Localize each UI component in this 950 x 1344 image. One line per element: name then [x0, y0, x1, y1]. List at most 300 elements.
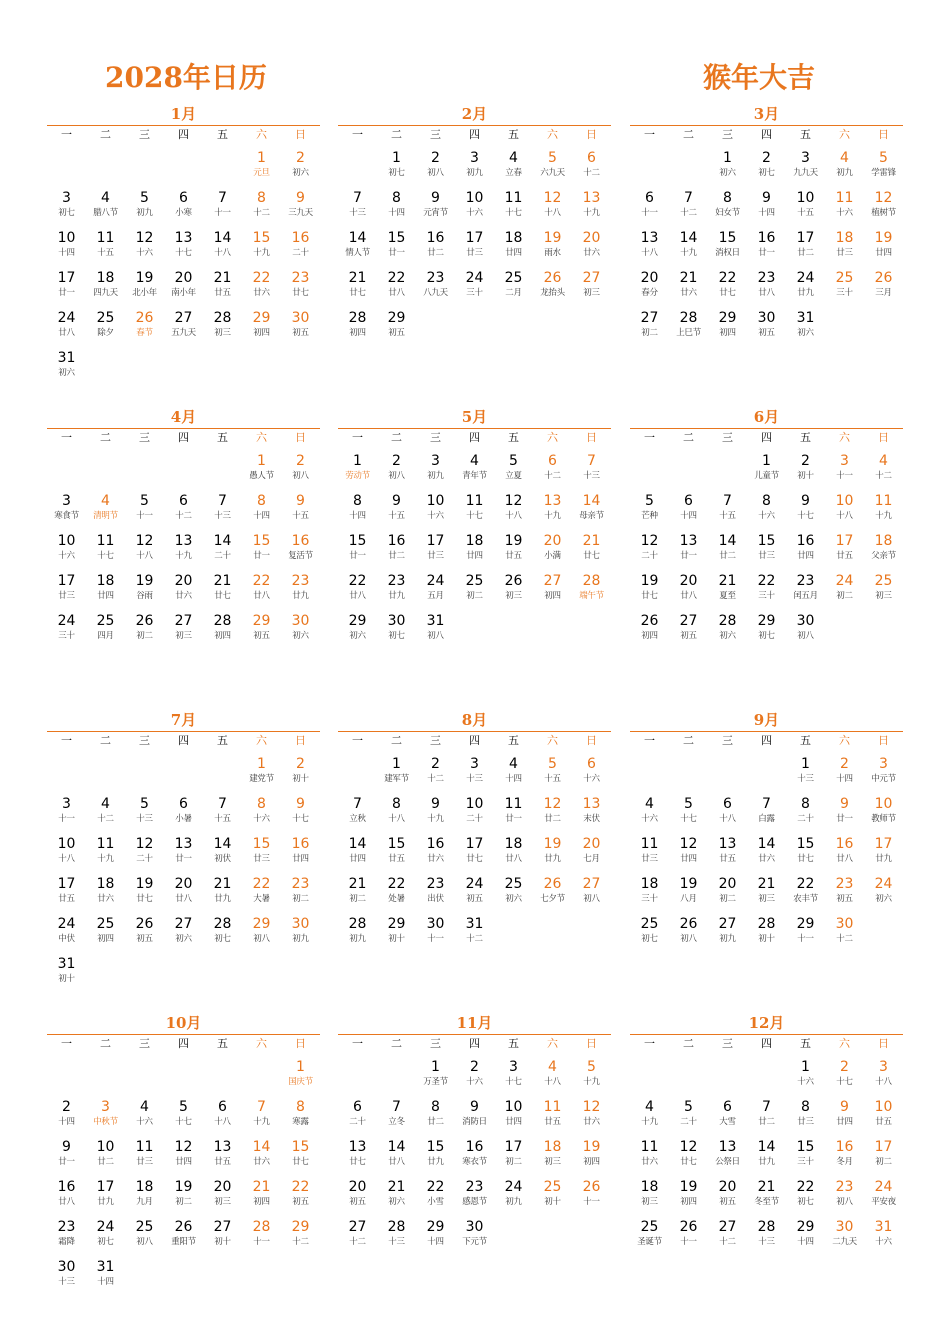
day-number: 17 [465, 230, 484, 246]
day-number: 28 [213, 613, 232, 629]
lunar-label: 廿三 [58, 591, 75, 601]
day-number: 6 [179, 190, 188, 206]
lunar-label: 初六 [388, 1197, 405, 1207]
day-number: 30 [291, 613, 310, 629]
lunar-label: 十六 [136, 1117, 153, 1127]
lunar-label: 初三 [214, 328, 231, 338]
day-number: 12 [543, 190, 562, 206]
lunar-label: 十八 [875, 1077, 892, 1087]
day-number: 20 [718, 1179, 737, 1195]
day-number: 29 [718, 310, 737, 326]
day-number: 9 [762, 190, 771, 206]
lunar-label: 三十 [641, 894, 658, 904]
lunar-label: 廿六 [583, 1117, 600, 1127]
day-number: 18 [465, 533, 484, 549]
weekday-header: 四 [469, 128, 480, 141]
lunar-label: 感恩节 [462, 1197, 487, 1207]
lunar-label: 清明节 [93, 511, 118, 521]
lunar-label: 廿一 [253, 551, 270, 561]
lunar-label: 廿八 [680, 591, 697, 601]
weekday-header: 二 [100, 431, 111, 444]
day-number: 15 [252, 230, 271, 246]
day-number: 8 [257, 796, 266, 812]
day-number: 19 [640, 573, 659, 589]
day-number: 11 [96, 230, 115, 246]
day-number: 10 [426, 493, 445, 509]
day-number: 23 [796, 573, 815, 589]
day-number: 7 [587, 453, 596, 469]
day-number: 30 [57, 1259, 76, 1275]
lunar-label: 初三 [175, 631, 192, 641]
lunar-label: 三十 [466, 288, 483, 298]
lunar-label: 廿五 [544, 1117, 561, 1127]
lunar-label: 二十 [680, 1117, 697, 1127]
weekday-header: 三 [139, 431, 150, 444]
weekday-header: 日 [878, 128, 889, 141]
lunar-label: 十六 [875, 1237, 892, 1247]
lunar-label: 十八 [136, 551, 153, 561]
day-number: 21 [387, 1179, 406, 1195]
day-number: 23 [426, 876, 445, 892]
lunar-label: 除夕 [97, 328, 114, 338]
day-number: 17 [426, 533, 445, 549]
lunar-label: 十三 [758, 1237, 775, 1247]
day-number: 25 [543, 1179, 562, 1195]
weekday-header: 五 [217, 431, 228, 444]
lunar-label: 初九 [466, 168, 483, 178]
day-number: 26 [543, 876, 562, 892]
lunar-label: 二十 [349, 1117, 366, 1127]
lunar-label: 寒露 [292, 1117, 309, 1127]
lunar-label: 廿七 [680, 1157, 697, 1167]
day-number: 8 [801, 1099, 810, 1115]
lunar-label: 十四 [505, 774, 522, 784]
lunar-label: 廿三 [836, 248, 853, 258]
month-9 [630, 709, 903, 1009]
weekday-header: 六 [256, 734, 267, 747]
lunar-label: 初六 [349, 631, 366, 641]
day-number: 24 [465, 876, 484, 892]
lunar-label: 二十 [797, 814, 814, 824]
day-number: 10 [57, 230, 76, 246]
lunar-label: 初十 [758, 934, 775, 944]
weekday-header: 二 [683, 734, 694, 747]
lunar-label: 廿三 [797, 1117, 814, 1127]
lunar-label: 十九 [97, 854, 114, 864]
day-number: 19 [543, 836, 562, 852]
lunar-label: 廿四 [680, 854, 697, 864]
lunar-label: 廿七 [349, 288, 366, 298]
lunar-label: 九月 [136, 1197, 153, 1207]
day-number: 4 [548, 1059, 557, 1075]
weekday-header: 一 [644, 734, 655, 747]
month-divider [47, 428, 320, 429]
lunar-label: 十九 [583, 1077, 600, 1087]
day-number: 31 [796, 310, 815, 326]
lunar-label: 廿四 [349, 854, 366, 864]
lunar-label: 消防日 [462, 1117, 487, 1127]
day-number: 2 [470, 1059, 479, 1075]
lunar-label: 十七 [466, 511, 483, 521]
lunar-label: 元旦 [253, 168, 270, 178]
day-number: 5 [879, 150, 888, 166]
day-number: 24 [796, 270, 815, 286]
lunar-label: 十六 [797, 1077, 814, 1087]
day-number: 20 [543, 533, 562, 549]
lunar-label: 十三 [349, 208, 366, 218]
lunar-label: 廿八 [58, 1197, 75, 1207]
lunar-label: 中伏 [58, 934, 75, 944]
lunar-label: 雨水 [544, 248, 561, 258]
day-number: 23 [426, 270, 445, 286]
day-number: 13 [679, 533, 698, 549]
lunar-label: 初二 [136, 631, 153, 641]
day-number: 14 [757, 836, 776, 852]
day-number: 31 [426, 613, 445, 629]
weekday-header: 日 [878, 1037, 889, 1050]
day-number: 6 [723, 1099, 732, 1115]
day-number: 23 [835, 1179, 854, 1195]
day-number: 22 [387, 270, 406, 286]
weekday-header: 五 [800, 734, 811, 747]
day-number: 29 [252, 613, 271, 629]
day-number: 6 [645, 190, 654, 206]
lunar-label: 十三 [797, 774, 814, 784]
day-number: 3 [840, 453, 849, 469]
day-number: 26 [135, 310, 154, 326]
lunar-label: 廿五 [214, 288, 231, 298]
day-number: 23 [757, 270, 776, 286]
weekday-header: 三 [430, 1037, 441, 1050]
lunar-label: 十六 [136, 248, 153, 258]
lunar-label: 廿七 [583, 551, 600, 561]
lunar-label: 元宵节 [423, 208, 448, 218]
day-number: 21 [718, 573, 737, 589]
lunar-label: 十四 [58, 1117, 75, 1127]
day-number: 15 [796, 1139, 815, 1155]
lunar-label: 十二 [583, 168, 600, 178]
lunar-label: 初四 [680, 1197, 697, 1207]
day-number: 11 [640, 836, 659, 852]
day-number: 12 [504, 493, 523, 509]
lunar-label: 十三 [136, 814, 153, 824]
day-number: 17 [504, 1139, 523, 1155]
day-number: 17 [874, 836, 893, 852]
lunar-label: 初七 [388, 168, 405, 178]
day-number: 19 [582, 1139, 601, 1155]
day-number: 6 [587, 150, 596, 166]
lunar-label: 建军节 [384, 774, 409, 784]
month-divider [47, 1034, 320, 1035]
lunar-label: 初九 [505, 1197, 522, 1207]
day-number: 19 [679, 876, 698, 892]
weekday-header: 二 [100, 128, 111, 141]
day-number: 12 [174, 1139, 193, 1155]
lunar-label: 十六 [427, 511, 444, 521]
day-number: 12 [582, 1099, 601, 1115]
lunar-label: 廿七 [136, 894, 153, 904]
day-number: 21 [252, 1179, 271, 1195]
day-number: 14 [213, 836, 232, 852]
day-number: 1 [392, 756, 401, 772]
day-number: 14 [387, 1139, 406, 1155]
lunar-label: 儿童节 [754, 471, 779, 481]
day-number: 15 [252, 836, 271, 852]
day-number: 21 [582, 533, 601, 549]
lunar-label: 四九天 [93, 288, 118, 298]
lunar-label: 初五 [388, 328, 405, 338]
lunar-label: 廿六 [758, 854, 775, 864]
day-number: 23 [291, 573, 310, 589]
weekday-header: 一 [352, 431, 363, 444]
lunar-label: 廿七 [466, 854, 483, 864]
day-number: 30 [291, 310, 310, 326]
day-number: 22 [252, 270, 271, 286]
day-number: 29 [796, 1219, 815, 1235]
lunar-label: 三十 [758, 591, 775, 601]
weekday-header: 三 [430, 734, 441, 747]
weekday-header: 五 [800, 1037, 811, 1050]
day-number: 2 [762, 150, 771, 166]
lunar-label: 初八 [253, 934, 270, 944]
day-number: 3 [62, 796, 71, 812]
day-number: 16 [835, 836, 854, 852]
lunar-label: 十一 [583, 1197, 600, 1207]
day-number: 9 [431, 190, 440, 206]
month-title: 9月 [753, 711, 780, 729]
lunar-label: 初五 [136, 934, 153, 944]
day-number: 14 [213, 533, 232, 549]
day-number: 10 [796, 190, 815, 206]
lunar-label: 十二 [349, 1237, 366, 1247]
weekday-header: 五 [217, 734, 228, 747]
weekday-header: 日 [586, 431, 597, 444]
lunar-label: 六九天 [540, 168, 565, 178]
lunar-label: 立夏 [505, 471, 522, 481]
day-number: 27 [718, 1219, 737, 1235]
day-number: 10 [835, 493, 854, 509]
lunar-label: 廿六 [641, 1157, 658, 1167]
day-number: 29 [796, 916, 815, 932]
day-number: 24 [504, 1179, 523, 1195]
day-number: 23 [387, 573, 406, 589]
month-4 [47, 406, 320, 706]
day-number: 22 [387, 876, 406, 892]
lunar-label: 十二 [253, 208, 270, 218]
lunar-label: 初四 [349, 328, 366, 338]
day-number: 13 [582, 796, 601, 812]
weekday-header: 四 [761, 128, 772, 141]
day-number: 22 [796, 876, 815, 892]
day-number: 24 [57, 613, 76, 629]
month-divider [630, 731, 903, 732]
lunar-label: 十八 [58, 854, 75, 864]
lunar-label: 初六 [719, 168, 736, 178]
day-number: 4 [509, 756, 518, 772]
lunar-label: 廿六 [427, 854, 444, 864]
weekday-header: 四 [178, 734, 189, 747]
day-number: 18 [835, 230, 854, 246]
lunar-label: 十一 [253, 1237, 270, 1247]
lunar-label: 十七 [797, 511, 814, 521]
day-number: 7 [257, 1099, 266, 1115]
lunar-label: 十九 [641, 1117, 658, 1127]
day-number: 26 [582, 1179, 601, 1195]
lunar-label: 廿二 [427, 1117, 444, 1127]
day-number: 4 [840, 150, 849, 166]
day-number: 4 [645, 796, 654, 812]
day-number: 16 [57, 1179, 76, 1195]
lunar-label: 廿一 [836, 814, 853, 824]
lunar-label: 十八 [719, 814, 736, 824]
day-number: 2 [296, 453, 305, 469]
day-number: 17 [57, 270, 76, 286]
day-number: 28 [213, 916, 232, 932]
month-12 [630, 1012, 903, 1312]
lunar-label: 初五 [836, 894, 853, 904]
lunar-label: 十一 [427, 934, 444, 944]
day-number: 8 [392, 190, 401, 206]
lunar-label: 龙抬头 [540, 288, 565, 298]
day-number: 6 [548, 453, 557, 469]
day-number: 8 [257, 493, 266, 509]
day-number: 24 [57, 916, 76, 932]
day-number: 28 [718, 613, 737, 629]
lunar-label: 廿六 [97, 894, 114, 904]
day-number: 26 [640, 613, 659, 629]
lunar-label: 初十 [544, 1197, 561, 1207]
day-number: 23 [291, 876, 310, 892]
day-number: 2 [296, 756, 305, 772]
lunar-label: 初八 [427, 168, 444, 178]
lunar-label: 廿一 [505, 814, 522, 824]
lunar-label: 初五 [680, 631, 697, 641]
lunar-label: 廿一 [758, 248, 775, 258]
lunar-label: 情人节 [345, 248, 370, 258]
day-number: 18 [543, 1139, 562, 1155]
weekday-header: 六 [547, 431, 558, 444]
lunar-label: 初七 [97, 1237, 114, 1247]
day-number: 19 [679, 1179, 698, 1195]
day-number: 1 [762, 453, 771, 469]
lunar-label: 初九 [136, 208, 153, 218]
lunar-label: 初二 [466, 591, 483, 601]
weekday-header: 六 [547, 1037, 558, 1050]
weekday-header: 三 [139, 1037, 150, 1050]
weekday-header: 一 [644, 1037, 655, 1050]
day-number: 7 [762, 796, 771, 812]
month-1 [47, 103, 320, 403]
lunar-label: 万圣节 [423, 1077, 448, 1087]
day-number: 13 [640, 230, 659, 246]
lunar-label: 初六 [175, 934, 192, 944]
day-number: 20 [679, 573, 698, 589]
lunar-label: 廿九 [544, 854, 561, 864]
lunar-label: 中元节 [871, 774, 896, 784]
weekday-header: 五 [508, 431, 519, 444]
lunar-label: 廿一 [680, 551, 697, 561]
lunar-label: 廿一 [175, 854, 192, 864]
lunar-label: 复活节 [288, 551, 313, 561]
day-number: 4 [101, 796, 110, 812]
day-number: 25 [96, 310, 115, 326]
day-number: 13 [718, 1139, 737, 1155]
lunar-label: 十一 [836, 471, 853, 481]
lunar-label: 十九 [427, 814, 444, 824]
lunar-label: 十五 [97, 248, 114, 258]
lunar-label: 十六 [466, 208, 483, 218]
lunar-label: 国庆节 [288, 1077, 313, 1087]
lunar-label: 初六 [292, 631, 309, 641]
day-number: 14 [757, 1139, 776, 1155]
day-number: 7 [392, 1099, 401, 1115]
day-number: 3 [801, 150, 810, 166]
day-number: 28 [757, 1219, 776, 1235]
day-number: 5 [645, 493, 654, 509]
day-number: 20 [348, 1179, 367, 1195]
day-number: 19 [543, 230, 562, 246]
day-number: 5 [548, 150, 557, 166]
day-number: 27 [174, 916, 193, 932]
lunar-label: 十五 [292, 511, 309, 521]
lunar-label: 十五 [388, 511, 405, 521]
lunar-label: 廿三 [427, 551, 444, 561]
day-number: 17 [835, 533, 854, 549]
day-number: 20 [640, 270, 659, 286]
month-title: 2月 [461, 105, 488, 123]
lunar-label: 妇女节 [715, 208, 740, 218]
day-number: 8 [392, 796, 401, 812]
day-number: 15 [348, 533, 367, 549]
day-number: 16 [835, 1139, 854, 1155]
weekday-header: 一 [61, 431, 72, 444]
day-number: 24 [874, 876, 893, 892]
lunar-label: 初三 [505, 591, 522, 601]
weekday-header: 四 [178, 431, 189, 444]
lunar-label: 十二 [427, 774, 444, 784]
lunar-label: 七夕节 [540, 894, 565, 904]
day-number: 9 [470, 1099, 479, 1115]
lunar-label: 廿四 [292, 854, 309, 864]
weekday-header: 四 [761, 1037, 772, 1050]
lunar-label: 十四 [680, 511, 697, 521]
lunar-label: 白露 [758, 814, 775, 824]
day-number: 12 [874, 190, 893, 206]
day-number: 30 [465, 1219, 484, 1235]
lunar-label: 小满 [544, 551, 561, 561]
weekday-header: 二 [391, 734, 402, 747]
lunar-label: 十五 [797, 208, 814, 218]
lunar-label: 十二 [466, 934, 483, 944]
day-number: 9 [801, 493, 810, 509]
day-number: 11 [135, 1139, 154, 1155]
lunar-label: 初十 [797, 471, 814, 481]
day-number: 18 [504, 836, 523, 852]
lunar-label: 廿二 [544, 814, 561, 824]
day-number: 3 [101, 1099, 110, 1115]
weekday-header: 二 [683, 128, 694, 141]
month-divider [630, 125, 903, 126]
weekday-header: 四 [469, 431, 480, 444]
month-divider [338, 125, 611, 126]
lunar-label: 初六 [875, 894, 892, 904]
lunar-label: 母亲节 [579, 511, 604, 521]
weekday-header: 四 [178, 128, 189, 141]
day-number: 22 [291, 1179, 310, 1195]
lunar-label: 初八 [136, 1237, 153, 1247]
lunar-label: 十七 [680, 814, 697, 824]
day-number: 8 [257, 190, 266, 206]
